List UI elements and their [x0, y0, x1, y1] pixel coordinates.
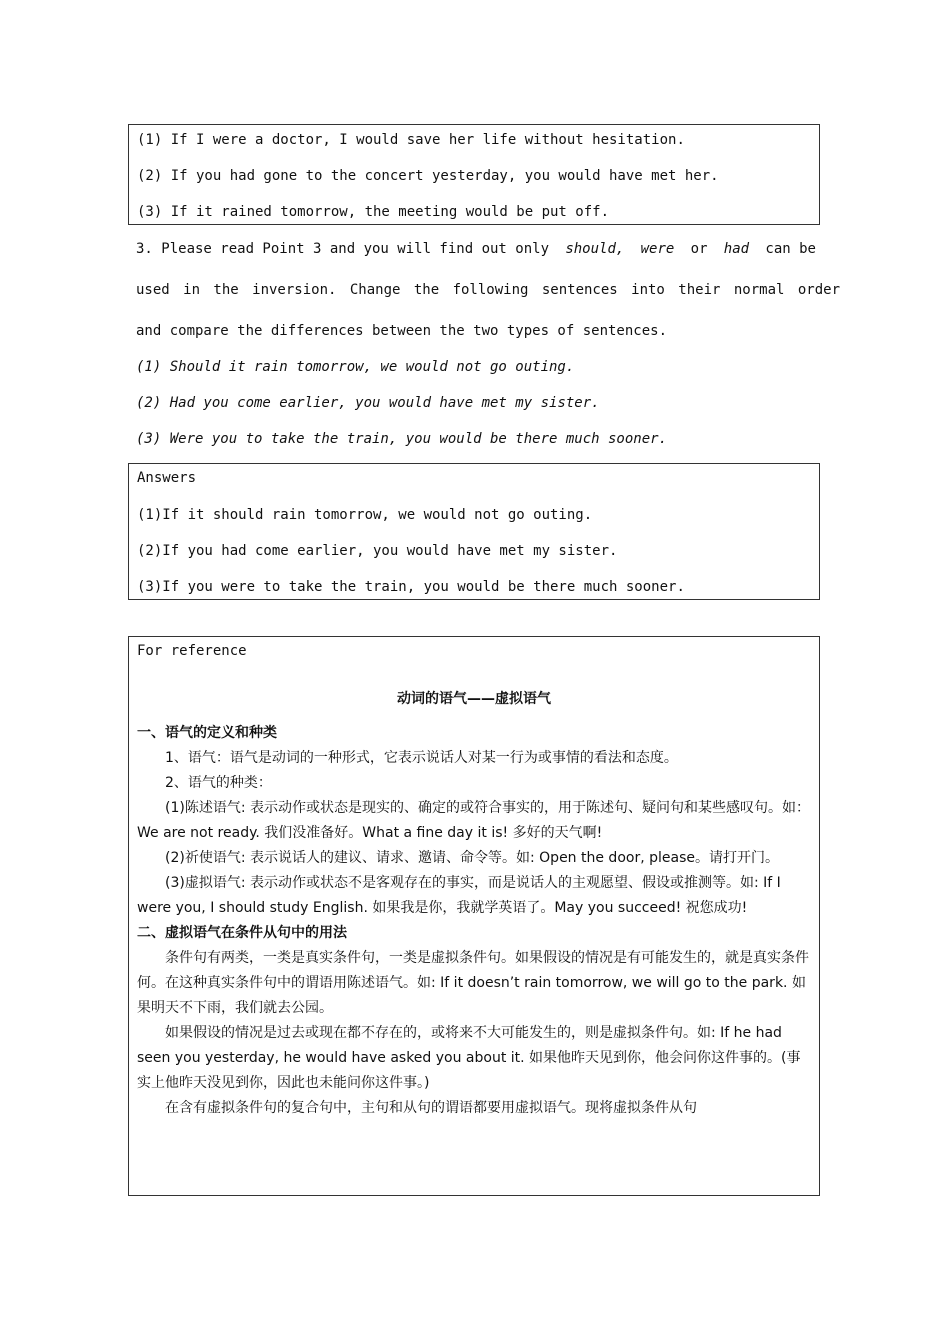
- reference-paragraph: (3)虚拟语气: 表示动作或状态不是客观存在的事实，而是说话人的主观愿望、假设或推测等。如: If I were you, I should study English. 如果我是你，我就学英语了。May you succeed! 祝您成功!: [137, 875, 781, 916]
- reference-paragraph: 条件句有两类，一类是真实条件句，一类是虚拟条件句。如果假设的情况是有可能发生的，就是真实条件何。在这种真实条件句中的谓语用陈述语气。如: If it doesn’t rain tomorrow, we will go to the park. 如果明天不下雨，我们就去公园。: [137, 950, 809, 1016]
- reference-paragraph: 在含有虚拟条件句的复合句中，主句和从句的谓语都要用虚拟语气。现将虚拟条件从句: [165, 1100, 697, 1116]
- task3-suffix: can be: [765, 241, 816, 257]
- reference-body: [137, 721, 811, 1121]
- border-tick: [819, 667, 820, 679]
- border-tick: [819, 490, 820, 502]
- word-should: should,: [565, 241, 625, 257]
- section-heading: 二、虚拟语气在条件从句中的用法: [137, 925, 347, 941]
- reference-label: For reference: [137, 643, 247, 659]
- border-tick: [819, 562, 820, 574]
- task3-line2: used in the inversion. Change the following sentences into their normal order: [136, 282, 841, 298]
- section-heading: 一、语气的定义和种类: [137, 725, 277, 741]
- border-tick: [819, 151, 820, 163]
- task3-prefix: 3. Please read Point 3 and you will find out only: [136, 241, 550, 257]
- examples-box: [128, 124, 820, 225]
- task3-item: (1) Should it rain tomorrow, we would not go outing.: [136, 359, 575, 375]
- example-line: (2) If you had gone to the concert yesterday, you would have met her.: [137, 168, 719, 184]
- answer-line: (3)If you were to take the train, you would be there much sooner.: [137, 579, 685, 595]
- task3-item: (2) Had you come earlier, you would have met my sister.: [136, 395, 600, 411]
- answers-box: [128, 463, 820, 600]
- reference-paragraph: (2)祈使语气: 表示说话人的建议、请求、邀请、命令等。如: Open the door, please。请打开门。: [165, 850, 779, 866]
- task3-line1: [136, 241, 816, 257]
- border-tick: [819, 187, 820, 199]
- word-were: were: [640, 241, 675, 257]
- answer-line: (1)If it should rain tomorrow, we would not go outing.: [137, 507, 593, 523]
- word-or: or: [690, 241, 708, 257]
- word-had: had: [723, 241, 750, 257]
- reference-paragraph: 1、语气：语气是动词的一种形式，它表示说话人对某一行为或事情的看法和态度。: [165, 750, 678, 766]
- example-line: (3) If it rained tomorrow, the meeting would be put off.: [137, 204, 610, 220]
- example-line: (1) If I were a doctor, I would save her life without hesitation.: [137, 132, 685, 148]
- answers-title: Answers: [137, 470, 197, 486]
- task3-line3: and compare the differences between the two types of sentences.: [136, 323, 668, 339]
- task3-item: (3) Were you to take the train, you would be there much sooner.: [136, 431, 668, 447]
- reference-paragraph: (1)陈述语气: 表示动作或状态是现实的、确定的或符合事实的，用于陈述句、疑问句和某些感叹句。如：We are not ready. 我们没准备好。What a fine day it is! 多好的天气啊!: [137, 800, 810, 841]
- reference-paragraph: 如果假设的情况是过去或现在都不存在的，或将来不大可能发生的，则是虚拟条件句。如: If he had seen you yesterday, he would have asked you about it. 如果他昨天见到你，他会问你这件事的。(事实上他昨天没见到你，因此也未能问你这件事。): [137, 1025, 801, 1091]
- reference-box: [128, 636, 820, 1196]
- reference-paragraph: 2、语气的种类：: [165, 775, 272, 791]
- border-tick: [819, 526, 820, 538]
- border-tick: [128, 667, 129, 679]
- reference-title: 动词的语气——虚拟语气: [397, 691, 551, 707]
- answer-line: (2)If you had come earlier, you would have met my sister.: [137, 543, 618, 559]
